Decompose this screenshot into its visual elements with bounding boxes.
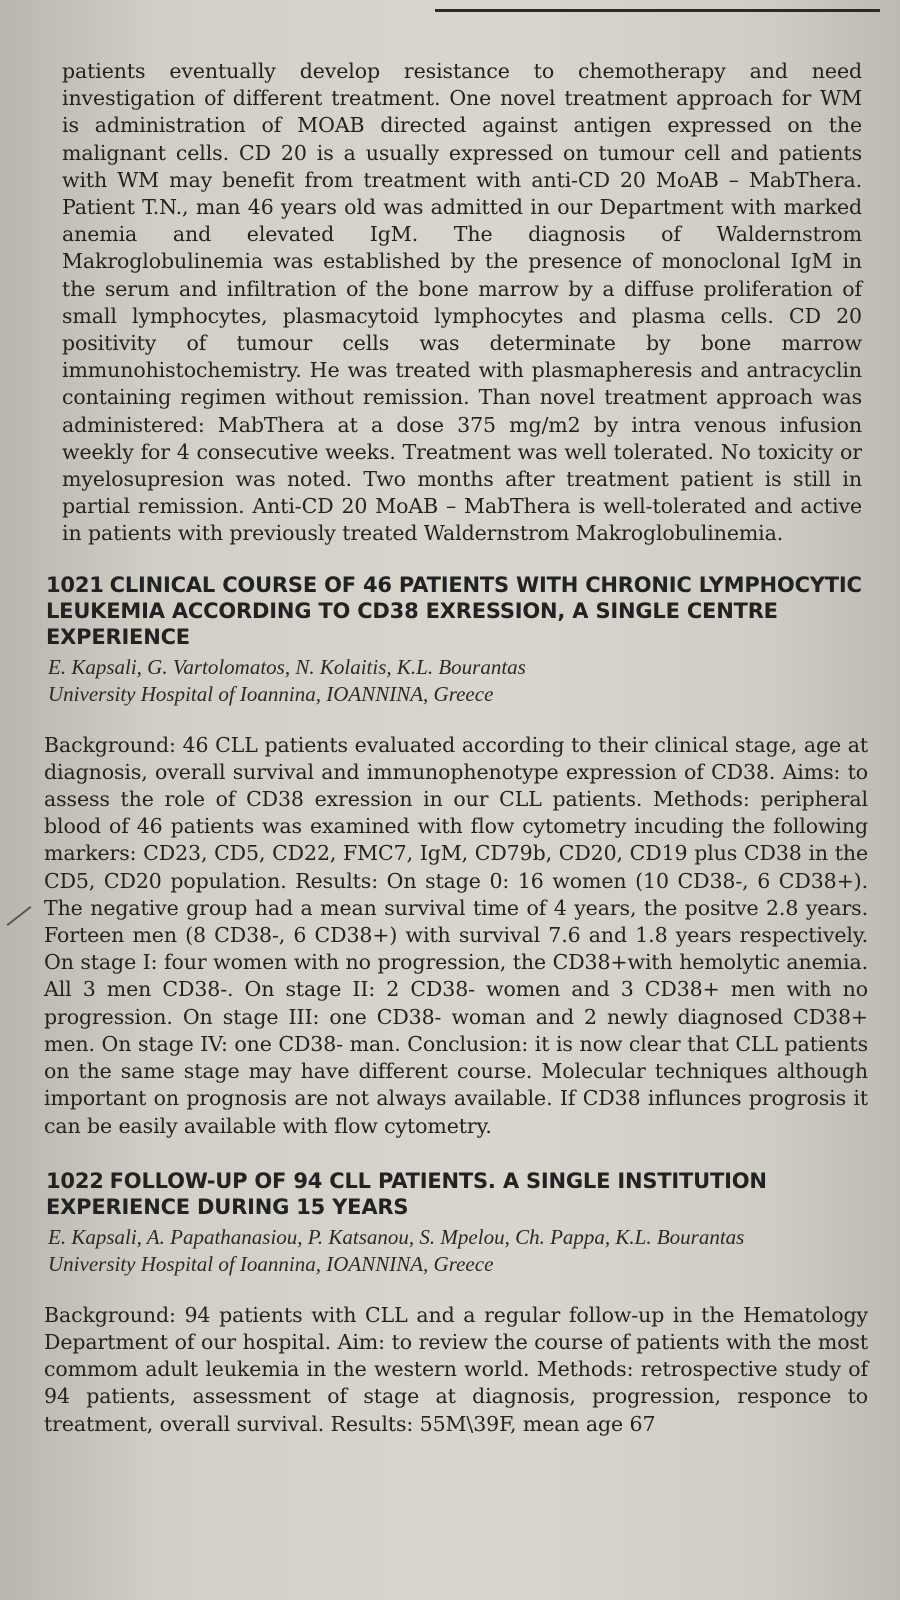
abstract-1021 [38, 572, 868, 1140]
abstract-affiliation: University Hospital of Ioannina, IOANNINA, Greece [48, 681, 494, 706]
abstract-title-text: CLINICAL COURSE OF 46 PATIENTS WITH CHRONIC LYMPHOCYTIC LEUKEMIA ACCORDING TO CD38 EXRESSION, A SINGLE CENTRE EXPERIENCE [46, 572, 862, 649]
abstract-number: 1021 [46, 572, 104, 597]
abstract-number: 1022 [46, 1168, 104, 1193]
abstract-1022 [38, 1168, 868, 1438]
abstract-authors: E. Kapsali, A. Papathanasiou, P. Katsanou, S. Mpelou, Ch. Pappa, K.L. Bourantas [48, 1224, 745, 1249]
pen-margin-mark [7, 906, 32, 926]
intro-paragraph: patients eventually develop resistance to chemotherapy and need investigation of different treatment. One novel treatment approach for WM is administration of MOAB directed against antigen expressed on the malignant cells. CD 20 is a usually expressed on tumour cell and patients with WM may benefit from treatment with anti-CD 20 MoAB – MabThera. Patient T.N., man 46 years old was admitted in our Department with marked anemia and elevated IgM. The diagnosis of Waldernstrom Makroglobulinemia was established by the presence of monoclonal IgM in the serum and infiltration of the bone marrow by a diffuse proliferation of small lymphocytes, plasmacytoid lymphocytes and plasma cells. CD 20 positivity of tumour cells was determinate by bone marrow immunohistochemistry. He was treated with plasmapheresis and antracyclin containing regimen without remission. Than novel treatment approach was administered: MabThera at a dose 375 mg/m2 by intra venous infusion weekly for 4 consecutive weeks. Treatment was well tolerated. No toxicity or myelosupresion was noted. Two months after treatment patient is still in partial remission. Anti-CD 20 MoAB – MabThera is well-tolerated and active in patients with previously treated Waldernstrom Makroglobulinemia. [62, 59, 862, 546]
abstract-body: Background: 46 CLL patients evaluated according to their clinical stage, age at diagnosis, overall survival and immunophenotype expression of CD38. Aims: to assess the role of CD38 exression in our CLL patients. Methods: peripheral blood of 46 patients was examined with flow cytometry incuding the following markers: CD23, CD5, CD22, FMC7, IgM, CD79b, CD20, CD19 plus CD38 in the CD5, CD20 population. Results: On stage 0: 16 women (10 CD38-, 6 CD38+). The negative group had a mean survival time of 4 years, the positve 2.8 years. Forteen men (8 CD38-, 6 CD38+) with survival 7.6 and 1.8 years respectively. On stage I: four women with no progression, the CD38+with hemolytic anemia. All 3 men CD38-. On stage II: 2 CD38- women and 3 CD38+ men with no progression. On stage III: one CD38- woman and 2 newly diagnosed CD38+ men. On stage IV: one CD38- man. Conclusion: it is now clear that CLL patients on the same stage may have different course. Molecular techniques although important on prognosis are not always available. If CD38 influnces progrosis it can be easily available with flow cytometry. [44, 732, 868, 1138]
abstract-title [38, 572, 868, 650]
abstract-body: Background: 94 patients with CLL and a regular follow-up in the Hematology Department of our hospital. Aim: to review the course of patients with the most commom adult leukemia in the western world. Methods: retrospective study of 94 patients, assessment of stage at diagnosis, progression, responce to treatment, overall survival. Results: 55M\39F, mean age 67 [44, 1302, 868, 1436]
text-column [38, 58, 868, 1438]
abstract-affiliation: University Hospital of Ioannina, IOANNINA, Greece [48, 1251, 494, 1276]
header-rule [435, 9, 880, 12]
abstract-authors: E. Kapsali, G. Vartolomatos, N. Kolaitis, K.L. Bourantas [48, 654, 526, 679]
abstract-title [38, 1168, 868, 1220]
abstract-title-text: FOLLOW-UP OF 94 CLL PATIENTS. A SINGLE INSTITUTION EXPERIENCE DURING 15 YEARS [46, 1168, 767, 1219]
